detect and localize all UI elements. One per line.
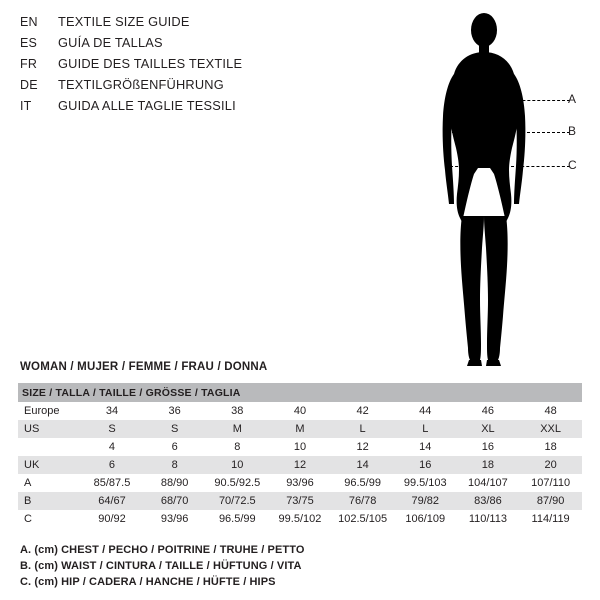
measure-label-c: C (568, 158, 577, 172)
table-cell: 83/86 (457, 492, 520, 510)
language-code: FR (20, 57, 38, 71)
table-cell: 79/82 (394, 492, 457, 510)
table-row (18, 492, 582, 510)
table-cell: 36 (143, 402, 206, 420)
language-row (20, 56, 350, 77)
table-cell: 87/90 (519, 492, 582, 510)
table-cell: 90/92 (81, 510, 144, 528)
table-cell: 107/110 (519, 474, 582, 492)
table-cell: 73/75 (269, 492, 332, 510)
language-row (20, 77, 350, 98)
table-cell: 96.5/99 (206, 510, 269, 528)
table-cell: 88/90 (143, 474, 206, 492)
table-row (18, 438, 582, 456)
size-table (18, 383, 582, 528)
table-cell: 46 (457, 402, 520, 420)
table-cell: 10 (269, 438, 332, 456)
language-title: GUÍA DE TALLAS (58, 35, 163, 50)
language-code: IT (20, 99, 32, 113)
table-cell: 85/87.5 (81, 474, 144, 492)
table-cell: 70/72.5 (206, 492, 269, 510)
row-label: A (18, 474, 81, 492)
table-cell: 8 (206, 438, 269, 456)
row-label: US (18, 420, 81, 438)
table-cell: 12 (331, 438, 394, 456)
table-cell: 8 (143, 456, 206, 474)
table-row (18, 402, 582, 420)
row-label: UK (18, 456, 81, 474)
measure-line-c (450, 166, 570, 167)
table-cell: 76/78 (331, 492, 394, 510)
language-title: TEXTILE SIZE GUIDE (58, 14, 190, 29)
table-cell: M (206, 420, 269, 438)
table-cell: M (269, 420, 332, 438)
table-cell: 68/70 (143, 492, 206, 510)
table-cell: 114/119 (519, 510, 582, 528)
table-cell: L (394, 420, 457, 438)
table-cell: 38 (206, 402, 269, 420)
table-cell: 34 (81, 402, 144, 420)
table-row (18, 420, 582, 438)
note-hip: C. (cm) HIP / CADERA / HANCHE / HÜFTE / HIPS (20, 576, 276, 588)
measure-line-a (448, 100, 570, 101)
language-row (20, 14, 350, 35)
language-title: TEXTILGRÖßENFÜHRUNG (58, 77, 224, 92)
table-cell: 106/109 (394, 510, 457, 528)
table-cell: 14 (331, 456, 394, 474)
language-row (20, 35, 350, 56)
table-cell: 6 (81, 456, 144, 474)
row-label: B (18, 492, 81, 510)
table-cell: 14 (394, 438, 457, 456)
table-cell: 18 (457, 456, 520, 474)
table-row (18, 510, 582, 528)
table-cell: 40 (269, 402, 332, 420)
note-chest: A. (cm) CHEST / PECHO / POITRINE / TRUHE / PETTO (20, 544, 305, 556)
table-cell: 90.5/92.5 (206, 474, 269, 492)
language-code: DE (20, 78, 38, 92)
section-heading-woman: WOMAN / MUJER / FEMME / FRAU / DONNA (20, 361, 268, 373)
language-code: EN (20, 15, 38, 29)
table-cell: 4 (81, 438, 144, 456)
table-cell: 99.5/102 (269, 510, 332, 528)
table-cell: S (143, 420, 206, 438)
table-cell: 48 (519, 402, 582, 420)
table-cell: 102.5/105 (331, 510, 394, 528)
table-header-cell: SIZE / TALLA / TAILLE / GRÖSSE / TAGLIA (18, 383, 582, 402)
language-title: GUIDA ALLE TAGLIE TESSILI (58, 98, 236, 113)
table-cell: 104/107 (457, 474, 520, 492)
size-table-wrapper (18, 383, 582, 528)
table-cell: 12 (269, 456, 332, 474)
language-header-list (20, 14, 350, 119)
table-cell: XL (457, 420, 520, 438)
table-cell: 16 (457, 438, 520, 456)
table-cell: 42 (331, 402, 394, 420)
language-row (20, 98, 350, 119)
row-label: Europe (18, 402, 81, 420)
measure-label-a: A (568, 92, 577, 106)
table-cell: 93/96 (269, 474, 332, 492)
note-waist: B. (cm) WAIST / CINTURA / TAILLE / HÜFTUNG / VITA (20, 560, 302, 572)
table-header-row (18, 383, 582, 402)
language-code: ES (20, 36, 38, 50)
table-cell: 10 (206, 456, 269, 474)
table-cell: 20 (519, 456, 582, 474)
table-cell: 93/96 (143, 510, 206, 528)
measurement-notes (20, 542, 540, 590)
female-silhouette-icon (400, 8, 590, 368)
language-title: GUIDE DES TAILLES TEXTILE (58, 56, 243, 71)
table-row (18, 456, 582, 474)
table-cell: 96.5/99 (331, 474, 394, 492)
row-label: C (18, 510, 81, 528)
measure-line-b (452, 132, 570, 133)
female-body-figure (400, 8, 590, 368)
table-cell: 99.5/103 (394, 474, 457, 492)
measure-label-b: B (568, 124, 577, 138)
row-label (18, 438, 81, 456)
table-cell: L (331, 420, 394, 438)
table-cell: 64/67 (81, 492, 144, 510)
table-cell: 110/113 (457, 510, 520, 528)
table-cell: 44 (394, 402, 457, 420)
table-cell: XXL (519, 420, 582, 438)
table-cell: S (81, 420, 144, 438)
table-cell: 6 (143, 438, 206, 456)
table-cell: 18 (519, 438, 582, 456)
table-row (18, 474, 582, 492)
table-cell: 16 (394, 456, 457, 474)
